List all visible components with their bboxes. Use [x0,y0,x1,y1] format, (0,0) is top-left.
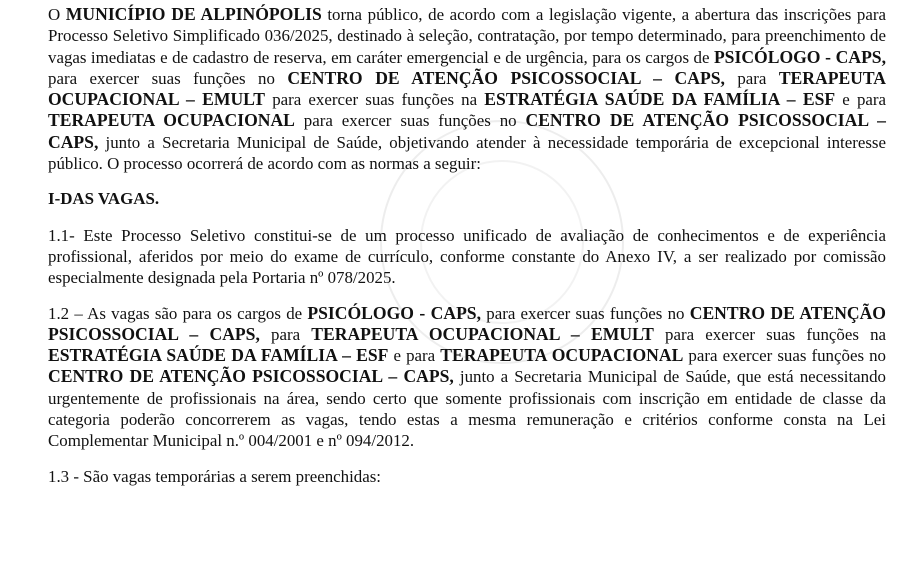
text: 1.2 – As vagas são para os cargos de [48,303,308,323]
text: para [259,324,312,344]
document-page [48,4,886,487]
role-to: TERAPEUTA OCUPACIONAL [440,345,684,366]
municipality-name: MUNICÍPIO DE ALPINÓPOLIS [65,4,322,24]
text: para exercer suas funções no [48,68,288,88]
unit-caps: CENTRO DE ATENÇÃO PSICOSSOCIAL – CAPS, [48,110,886,152]
intro-paragraph [48,4,886,174]
unit-caps: CENTRO DE ATENÇÃO PSICOSSOCIAL – CAPS, [48,302,886,344]
role-psicologo: PSICÓLOGO - CAPS, [307,302,481,323]
role-psicologo: PSICÓLOGO - CAPS, [713,46,886,67]
text: para [724,68,779,88]
text: e para [835,90,887,110]
text: para exercer suas funções no [481,303,690,323]
text: para exercer suas funções na [265,90,485,110]
text: para exercer suas funções no [683,346,886,366]
item-1-1: 1.1- Este Processo Seletivo constitui-se de um processo unificado de avaliação de conhecimentos e de experiência profissional, aferidos por meio do exame de currículo, conforme constante do Anexo IV, a ser realizado por comissão especialmente designada pela Portaria nº 078/2025. [48,225,886,288]
text: junto a Secretaria Municipal de Saúde, objetivando atender à necessidade temporária de excepcional interesse público. O processo ocorrerá de acordo com as normas a seguir: [48,132,886,174]
unit-esf: ESTRATÉGIA SAÚDE DA FAMÍLIA – ESF [48,345,389,366]
unit-caps: CENTRO DE ATENÇÃO PSICOSSOCIAL – CAPS, [287,67,725,88]
role-to-emult: TERAPEUTA OCUPACIONAL – EMULT [48,67,887,110]
item-1-2 [48,303,886,452]
unit-caps: CENTRO DE ATENÇÃO PSICOSSOCIAL – CAPS, [48,366,454,387]
section-heading: I-DAS VAGAS. [48,189,160,209]
text: para exercer suas funções no [294,111,526,131]
text: e para [388,346,441,366]
text: junto a Secretaria Municipal de Saúde, que está necessitando urgentemente de profissionais na área, sendo certo que somente profissionais com inscrição em entidade de classe da categoria poderão concorrerem as vagas, tendo estas a mesma remuneração e critérios conforme consta na Lei Complementar Municipal n.º 004/2001 e nº 094/2012. [48,367,886,451]
role-to: TERAPEUTA OCUPACIONAL [48,110,295,131]
text: torna público, de acordo com a legislação vigente, a abertura das inscrições para Processo Seletivo Simplificado 036/2025, destinado à seleção, contratação, por tempo determinado, para preenchimento de vagas imediatas e de cadastro de reserva, em caráter emergencial e de urgência, para os cargos de [48,5,886,67]
unit-esf: ESTRATÉGIA SAÚDE DA FAMÍLIA – ESF [484,89,836,110]
item-1-3: 1.3 - São vagas temporárias a serem preenchidas: [48,466,381,486]
text: para exercer suas funções na [653,324,887,344]
role-to-emult: TERAPEUTA OCUPACIONAL – EMULT [311,323,654,344]
text: O [48,5,66,24]
